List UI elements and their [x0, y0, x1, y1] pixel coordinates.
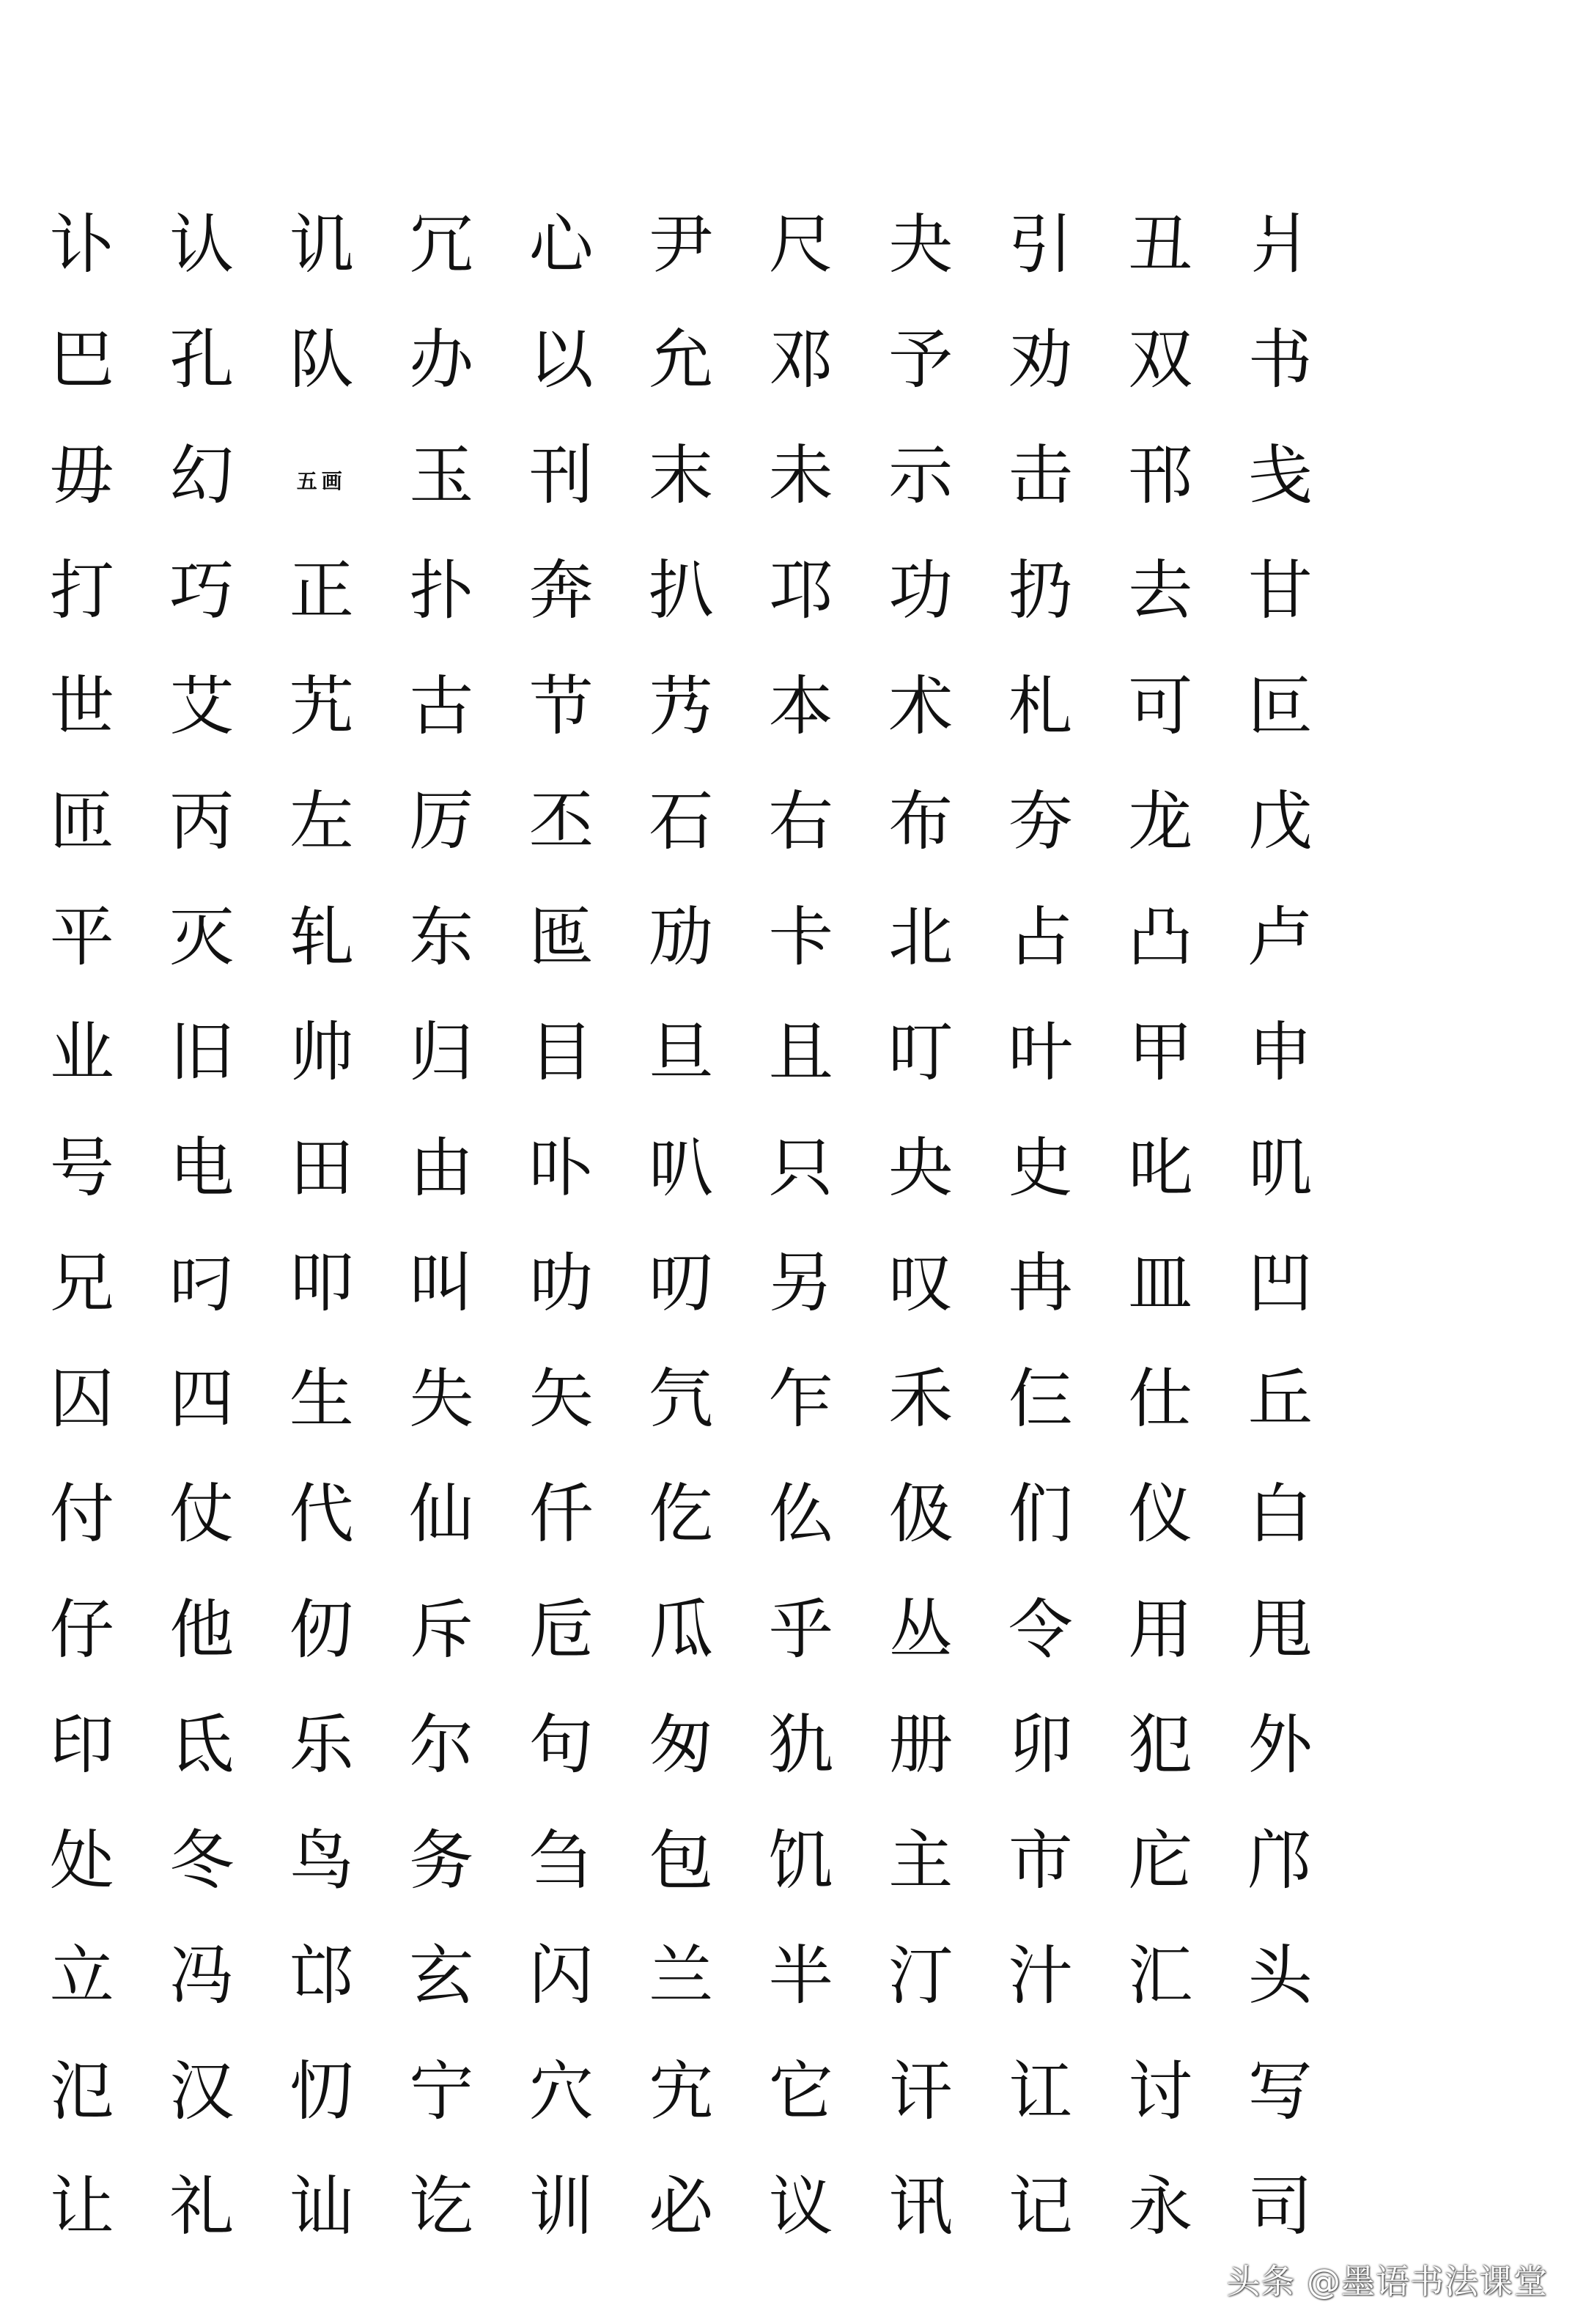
character-cell: 以: [528, 322, 594, 398]
character-cell: 头: [1247, 1938, 1313, 2014]
character-cell: 扒: [649, 553, 714, 629]
character-cell: 队: [289, 322, 354, 398]
character-cell: 爿: [1247, 206, 1313, 282]
character-cell: 仫: [768, 1476, 833, 1552]
character-cell: 饥: [768, 1822, 833, 1898]
character-cell: 玉: [409, 437, 474, 513]
character-cell: 仙: [409, 1476, 474, 1552]
character-cell: 末: [649, 437, 714, 513]
character-cell: 号: [49, 1129, 114, 1206]
character-cell: 兄: [49, 1245, 114, 1321]
character-cell: 叱: [1128, 1129, 1193, 1206]
character-cell: 半: [768, 1938, 833, 2014]
character-cell: 卯: [1008, 1707, 1073, 1783]
character-cell: 句: [528, 1707, 594, 1783]
character-cell: 匜: [528, 899, 594, 975]
character-cell: 匝: [49, 783, 114, 860]
character-cell: 甘: [1247, 553, 1313, 629]
character-cell: 打: [49, 553, 114, 629]
character-cell: 术: [888, 668, 954, 744]
character-cell: 冉: [1008, 1245, 1073, 1321]
character-cell: 戊: [1247, 783, 1313, 860]
character-cell: 石: [649, 783, 714, 860]
character-cell: 讧: [1008, 2053, 1073, 2129]
character-cell: 市: [1008, 1822, 1073, 1898]
character-cell: 世: [49, 668, 114, 744]
character-cell: 瓜: [649, 1591, 714, 1667]
character-cell: 外: [1247, 1707, 1313, 1783]
character-cell: 记: [1008, 2169, 1073, 2245]
character-cell: 卡: [768, 899, 833, 975]
character-cell: 仪: [1128, 1476, 1193, 1552]
character-cell: 本: [768, 668, 833, 744]
character-cell: 刊: [528, 437, 594, 513]
character-cell: 立: [49, 1938, 114, 2014]
character-cell: 叹: [888, 1245, 954, 1321]
character-cell: 甲: [1128, 1014, 1193, 1091]
character-cell: 四: [169, 1360, 235, 1436]
character-cell: 叮: [888, 1014, 954, 1091]
character-cell: 刍: [528, 1822, 594, 1898]
character-cell: 邗: [1128, 437, 1193, 513]
character-cell: 冬: [169, 1822, 235, 1898]
character-cell: 只: [768, 1129, 833, 1206]
character-cell: 仟: [528, 1476, 594, 1552]
character-cell: 兰: [649, 1938, 714, 2014]
character-cell: 穴: [528, 2053, 594, 2129]
character-cell: 他: [169, 1591, 235, 1667]
character-cell: 讯: [888, 2169, 954, 2245]
character-cell: 去: [1128, 553, 1193, 629]
character-cell: 左: [289, 783, 354, 860]
character-cell: 鸟: [289, 1822, 354, 1898]
character-cell: 可: [1128, 668, 1193, 744]
character-cell: 叨: [649, 1245, 714, 1321]
character-cell: 灭: [169, 899, 235, 975]
character-cell: 仨: [1008, 1360, 1073, 1436]
character-cell: 札: [1008, 668, 1073, 744]
character-cell: 矢: [528, 1360, 594, 1436]
character-cell: 劢: [649, 899, 714, 975]
character-cell: 奔: [528, 553, 594, 629]
character-cell: 巴: [49, 322, 114, 398]
character-cell: 议: [768, 2169, 833, 2245]
character-cell: 孔: [169, 322, 235, 398]
character-cell: 龙: [1128, 783, 1193, 860]
character-cell: 印: [49, 1707, 114, 1783]
character-cell: 丙: [169, 783, 235, 860]
character-cell: 冗: [409, 206, 474, 282]
character-cell: 卢: [1247, 899, 1313, 975]
character-cell: 办: [409, 322, 474, 398]
character-cell: 予: [888, 322, 954, 398]
character-cell: 尹: [649, 206, 714, 282]
character-cell: 叽: [1247, 1129, 1313, 1206]
character-cell: 凹: [1247, 1245, 1313, 1321]
character-cell: 仡: [649, 1476, 714, 1552]
character-cell: 布: [888, 783, 954, 860]
character-cell: 写: [1247, 2053, 1313, 2129]
character-cell: 代: [289, 1476, 354, 1552]
character-cell: 册: [888, 1707, 954, 1783]
character-cell: 白: [1247, 1476, 1313, 1552]
character-cell: 另: [768, 1245, 833, 1321]
character-cell: 毋: [49, 437, 114, 513]
character-cell: 礼: [169, 2169, 235, 2245]
character-cell: 司: [1247, 2169, 1313, 2245]
character-cell: 讨: [1128, 2053, 1193, 2129]
character-cell: 帅: [289, 1014, 354, 1091]
character-cell: 甩: [1247, 1591, 1313, 1667]
character-cell: 邙: [289, 1938, 354, 2014]
character-cell: 允: [649, 322, 714, 398]
character-cell: 仞: [289, 1591, 354, 1667]
character-cell: 冯: [169, 1938, 235, 2014]
character-cell: 讫: [409, 2169, 474, 2245]
character-cell: 叫: [409, 1245, 474, 1321]
character-cell: 轧: [289, 899, 354, 975]
character-cell: 双: [1128, 322, 1193, 398]
character-cell: 伋: [888, 1476, 954, 1552]
character-cell: 宁: [409, 2053, 474, 2129]
character-cell: 扔: [1008, 553, 1073, 629]
character-cell: 斥: [409, 1591, 474, 1667]
character-cell: 凸: [1128, 899, 1193, 975]
character-cell: 书: [1247, 322, 1313, 398]
character-cell: 乎: [768, 1591, 833, 1667]
character-cell: 仔: [49, 1591, 114, 1667]
character-cell: 它: [768, 2053, 833, 2129]
character-cell: 夯: [1008, 783, 1073, 860]
character-cell: 申: [1247, 1014, 1313, 1091]
character-cell: 汇: [1128, 1938, 1193, 2014]
character-cell: 引: [1008, 206, 1073, 282]
character-cell: 仗: [169, 1476, 235, 1552]
character-cell: 劝: [1008, 322, 1073, 398]
character-cell: 仕: [1128, 1360, 1193, 1436]
character-cell: 包: [649, 1822, 714, 1898]
character-cell: 央: [888, 1129, 954, 1206]
character-cell: 失: [409, 1360, 474, 1436]
character-cell: 右: [768, 783, 833, 860]
character-cell: 叩: [289, 1245, 354, 1321]
character-cell: 讪: [289, 2169, 354, 2245]
stroke-count-label: 五画: [296, 468, 347, 493]
character-cell: 叶: [1008, 1014, 1073, 1091]
character-cell: 用: [1128, 1591, 1193, 1667]
character-cell: 认: [169, 206, 235, 282]
character-cell: 目: [528, 1014, 594, 1091]
character-cell: 宄: [649, 2053, 714, 2129]
character-cell: 匆: [649, 1707, 714, 1783]
character-cell: 艽: [289, 668, 354, 744]
character-cell: 艿: [649, 668, 714, 744]
character-cell: 讦: [888, 2053, 954, 2129]
character-cell: 氾: [49, 2053, 114, 2129]
character-cell: 夬: [888, 206, 954, 282]
character-cell: 闪: [528, 1938, 594, 2014]
character-cell: 皿: [1128, 1245, 1193, 1321]
character-cell: 击: [1008, 437, 1073, 513]
character-cell: 囚: [49, 1360, 114, 1436]
character-cell: 令: [1008, 1591, 1073, 1667]
character-cell: 处: [49, 1822, 114, 1898]
character-cell: 玄: [409, 1938, 474, 2014]
character-cell: 史: [1008, 1129, 1073, 1206]
character-cell: 永: [1128, 2169, 1193, 2245]
character-cell: 心: [528, 206, 594, 282]
character-cell: 卟: [528, 1129, 594, 1206]
character-cell: 邝: [1247, 1822, 1313, 1898]
character-cell: 旦: [649, 1014, 714, 1091]
character-cell: 犰: [768, 1707, 833, 1783]
character-cell: 叭: [649, 1129, 714, 1206]
character-cell: 节: [528, 668, 594, 744]
character-cell: 尺: [768, 206, 833, 282]
character-cell: 示: [888, 437, 954, 513]
character-cell: 尔: [409, 1707, 474, 1783]
character-cell: 北: [888, 899, 954, 975]
character-cell: 业: [49, 1014, 114, 1091]
character-cell: 让: [49, 2169, 114, 2245]
character-cell: 氕: [649, 1360, 714, 1436]
character-cell: 乐: [289, 1707, 354, 1783]
character-cell: 丘: [1247, 1360, 1313, 1436]
character-cell: 占: [1008, 899, 1073, 975]
character-cell: 训: [528, 2169, 594, 2245]
character-cell: 叼: [169, 1245, 235, 1321]
character-cell: 归: [409, 1014, 474, 1091]
character-cell: 卮: [528, 1591, 594, 1667]
watermark: 头条 @墨语书法课堂: [1226, 2262, 1548, 2301]
character-cell: 戋: [1247, 437, 1313, 513]
character-cell: 厉: [409, 783, 474, 860]
character-cell: 讣: [49, 206, 114, 282]
character-cell: 庀: [1128, 1822, 1193, 1898]
character-cell: 邓: [768, 322, 833, 398]
character-cell: 汉: [169, 2053, 235, 2129]
character-cell: 氐: [169, 1707, 235, 1783]
character-cell: 未: [768, 437, 833, 513]
character-cell: 旧: [169, 1014, 235, 1091]
character-cell: 付: [49, 1476, 114, 1552]
character-cell: 古: [409, 668, 474, 744]
character-cell: 电: [169, 1129, 235, 1206]
character-cell: 丛: [888, 1591, 954, 1667]
character-cell: 汁: [1008, 1938, 1073, 2014]
character-cell: 讥: [289, 206, 354, 282]
character-cell: 务: [409, 1822, 474, 1898]
character-cell: 功: [888, 553, 954, 629]
character-cell: 幻: [169, 437, 235, 513]
character-cell: 汀: [888, 1938, 954, 2014]
character-cell: 叵: [1247, 668, 1313, 744]
character-cell: 扑: [409, 553, 474, 629]
character-cell: 丕: [528, 783, 594, 860]
character-cell: 巧: [169, 553, 235, 629]
character-cell: 艾: [169, 668, 235, 744]
character-cell: 乍: [768, 1360, 833, 1436]
character-cell: 禾: [888, 1360, 954, 1436]
character-cell: 平: [49, 899, 114, 975]
character-grid: [22, 187, 1341, 2265]
character-cell: 东: [409, 899, 474, 975]
character-cell: 必: [649, 2169, 714, 2245]
character-cell: 主: [888, 1822, 954, 1898]
character-cell: 叻: [528, 1245, 594, 1321]
character-cell: 忉: [289, 2053, 354, 2129]
character-cell: 正: [289, 553, 354, 629]
character-cell: 由: [409, 1129, 474, 1206]
character-cell: 们: [1008, 1476, 1073, 1552]
character-cell: 犯: [1128, 1707, 1193, 1783]
character-cell: 丑: [1128, 206, 1193, 282]
character-cell: 邛: [768, 553, 833, 629]
character-cell: 生: [289, 1360, 354, 1436]
character-cell: 田: [289, 1129, 354, 1206]
character-cell: 且: [768, 1014, 833, 1091]
